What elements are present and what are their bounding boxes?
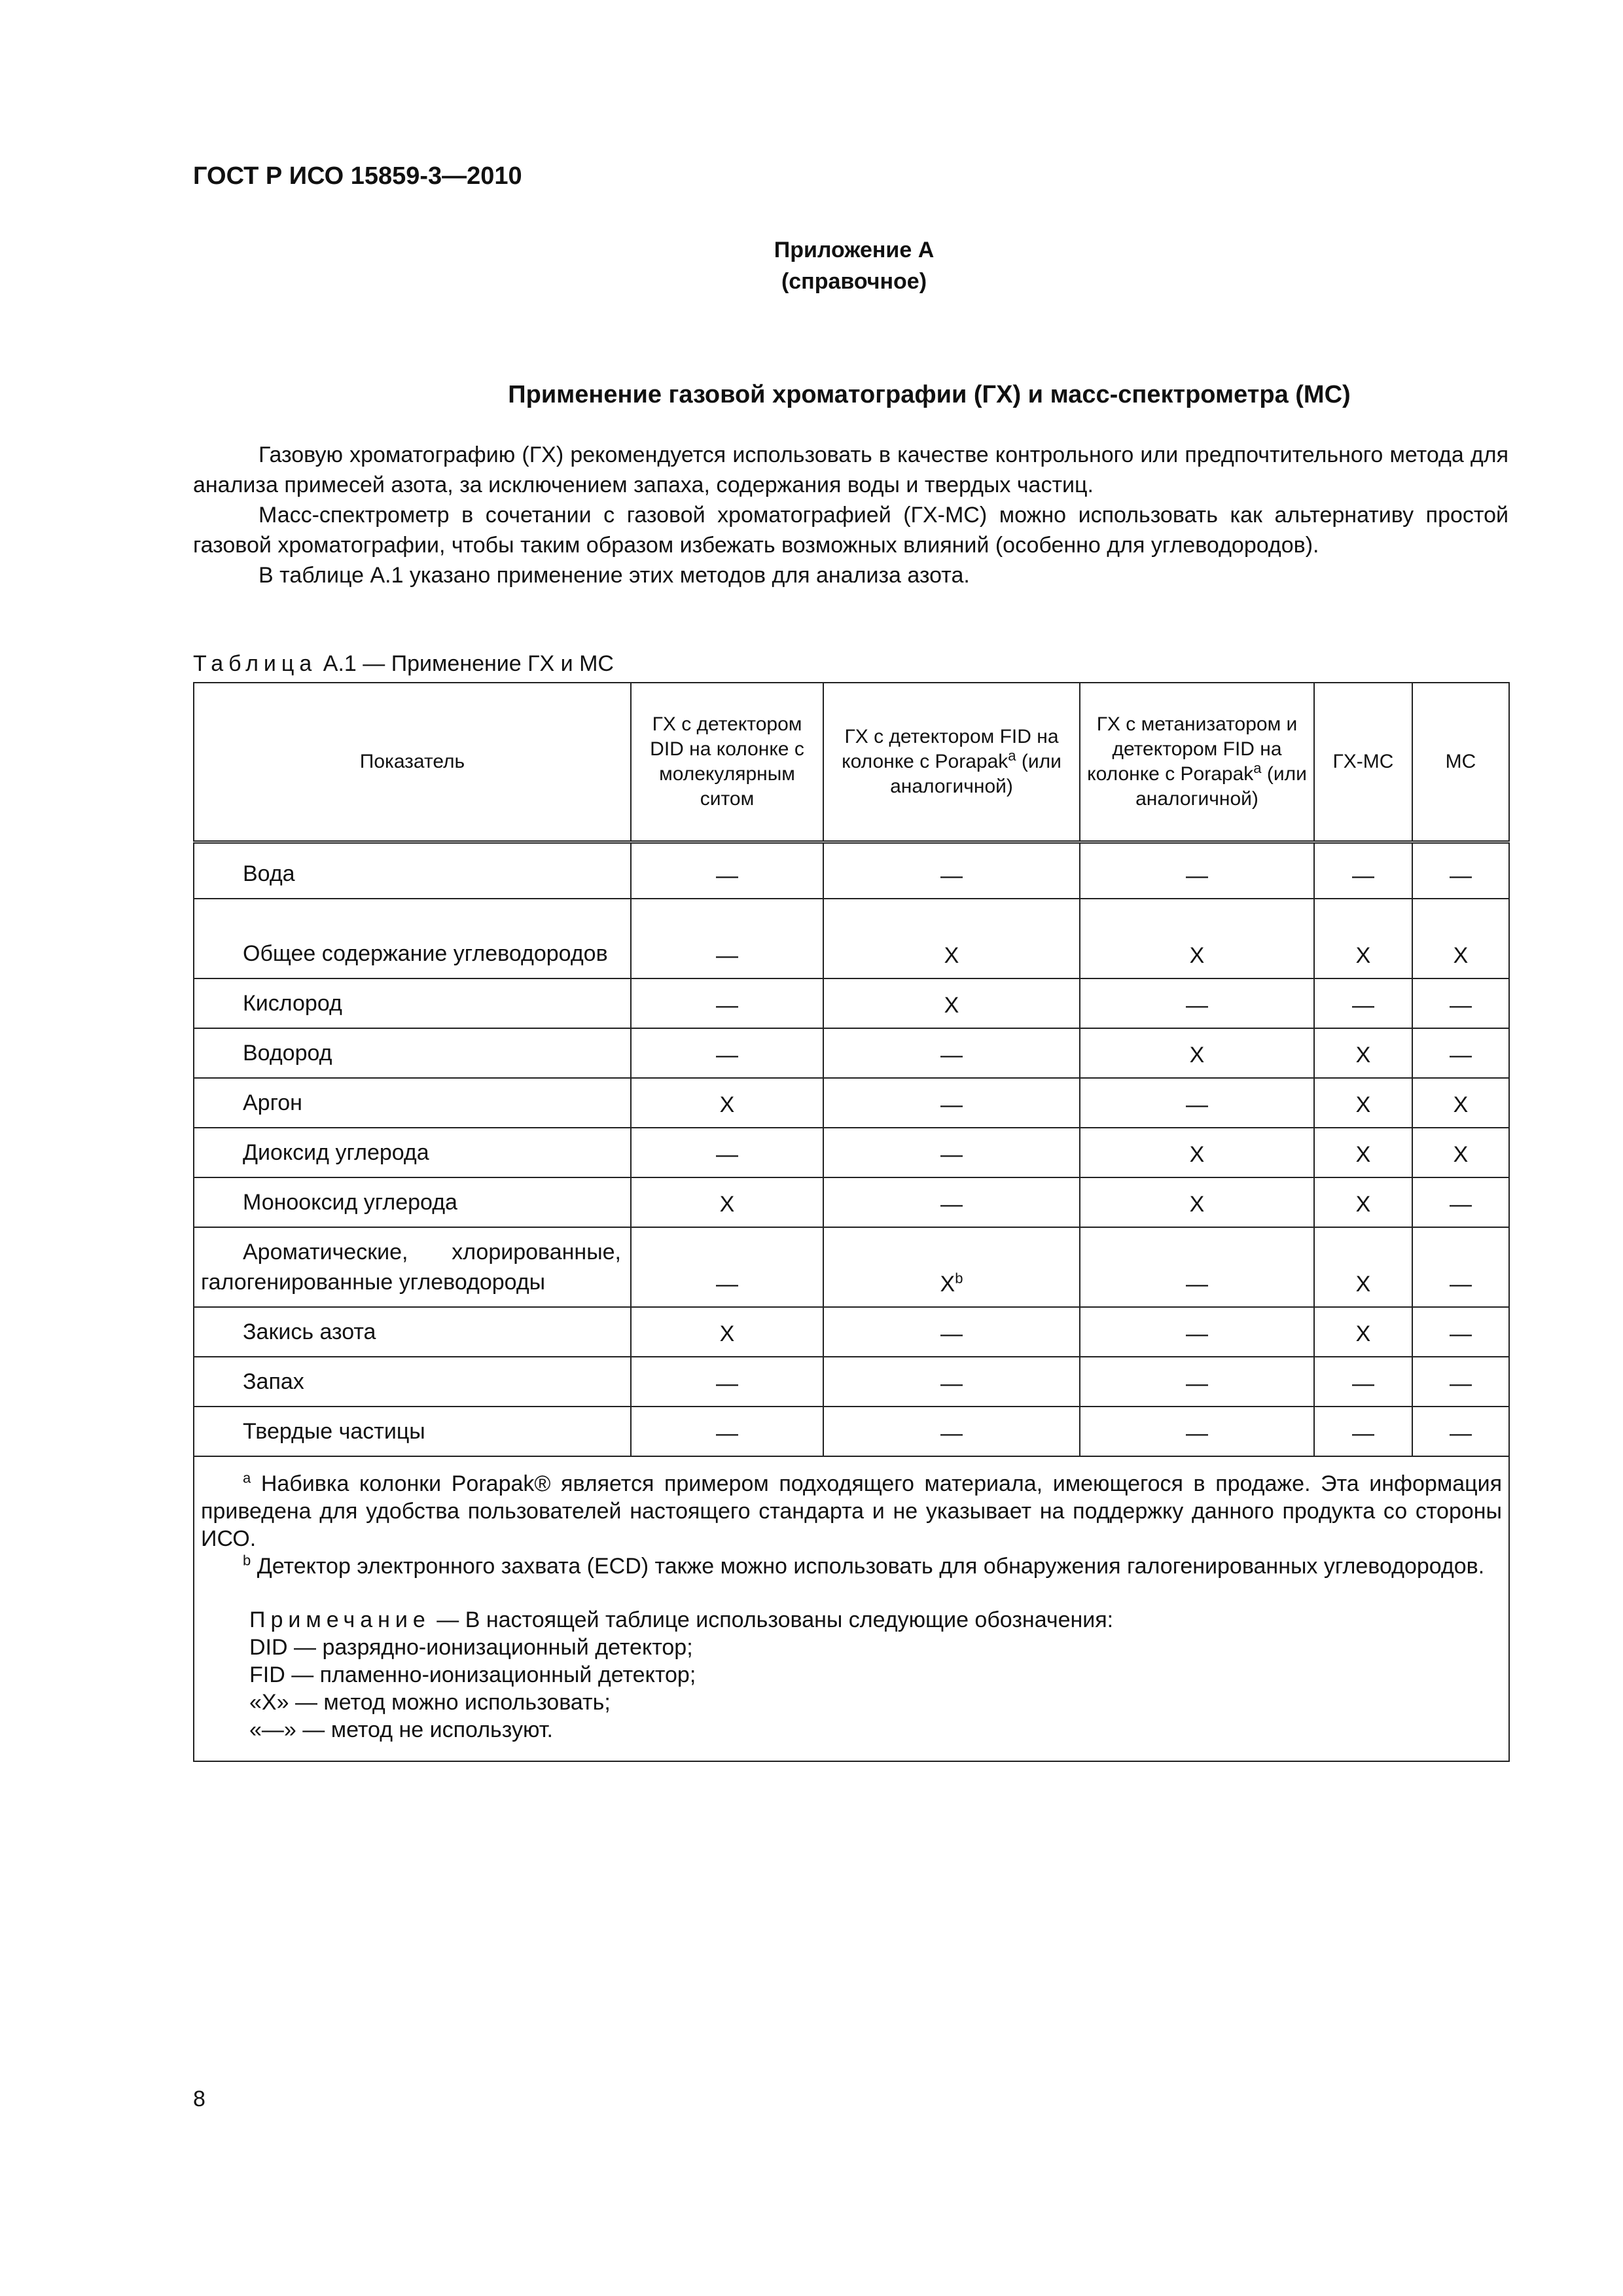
cell-gc-did: — [631,1227,823,1307]
row-name: Диоксид углерода [194,1128,631,1177]
table-row [194,978,1509,1028]
cell-gc-ms: — [1314,842,1412,899]
cell-ms: — [1412,1407,1509,1456]
table-caption [193,651,614,677]
table-row [194,1307,1509,1357]
header-gc-methanizer-text: ГХ с метанизатором и детектором FID на колонке с Porapak [1087,713,1298,785]
footnote-mark-b: b [243,1552,251,1569]
table-container [193,682,1508,1762]
header-gc-did: ГХ с детектором DID на колонке с молекулярным ситом [631,683,823,842]
annex-title: Приложение А [774,238,935,262]
cell-gc-fid: — [823,1177,1080,1227]
cell-gc-fid: — [823,1078,1080,1128]
cell-ms: X [1412,1128,1509,1177]
header-gc-methanizer-suffix: (или аналогичной) [1135,763,1307,810]
cell-gc-fid: — [823,1028,1080,1078]
footnote-mark-a: a [243,1469,251,1486]
table-caption-label: Таблица [193,651,317,676]
row-name: Вода [194,842,631,899]
cell-gc-methanizer: — [1080,1078,1314,1128]
cell-gc-methanizer: — [1080,978,1314,1028]
footnote-a-text: Набивка колонки Porapak® является примером подходящего материала, имеющегося в продаже. Эта информация приведена для удобства пользователей настоящего стандарта и не указывает на поддержку данного продукта со стороны ИСО. [201,1471,1502,1551]
cell-gc-did: X [631,1078,823,1128]
cell-gc-did: — [631,1407,823,1456]
header-gc-fid-text: ГХ с детектором FID на колонке с Porapak [842,726,1059,772]
row-name: Монооксид углерода [194,1177,631,1227]
cell-gc-did: X [631,1177,823,1227]
footnote-a [201,1470,1502,1552]
table-row [194,1227,1509,1307]
table-notes [194,1456,1509,1761]
footnote-b [201,1552,1502,1580]
body-text [193,440,1508,590]
footnote-mark-b: b [955,1270,963,1287]
cell-gc-ms: — [1314,978,1412,1028]
table-notes-row [194,1456,1509,1761]
page-number: 8 [193,2087,205,2111]
cell-gc-methanizer: X [1080,1028,1314,1078]
table-caption-text: А.1 — Применение ГХ и МС [323,651,614,676]
annex-type: (справочное) [781,269,927,294]
cell-gc-did: — [631,1128,823,1177]
note-intro-text: — В настоящей таблице использованы следующие обозначения: [430,1607,1114,1632]
cell-gc-fid: — [823,1407,1080,1456]
cell-gc-methanizer: — [1080,1307,1314,1357]
cell-gc-ms: — [1314,1357,1412,1407]
row-name: Кислород [194,978,631,1028]
table-row [194,899,1509,978]
methods-table [193,682,1510,1762]
note-item: FID — пламенно-ионизационный детектор; [249,1662,696,1687]
footnote-b-text: Детектор электронного захвата (ECD) также можно использовать для обнаружения галогенированных углеводородов. [251,1553,1485,1579]
cell-gc-fid: X [823,899,1080,978]
row-name: Твердые частицы [194,1407,631,1456]
annex-heading [0,234,1623,297]
note-label: Примечание [249,1607,431,1632]
row-name: Общее содержание углеводородов [194,899,631,978]
cell-gc-did: — [631,1357,823,1407]
cell-ms: — [1412,1357,1509,1407]
cell-gc-did: — [631,1028,823,1078]
paragraph-3: В таблице А.1 указано применение этих методов для анализа азота. [259,563,970,588]
cell-ms: — [1412,1177,1509,1227]
cell-ms: — [1412,842,1509,899]
document-header: ГОСТ Р ИСО 15859-3—2010 [193,162,522,190]
cell-gc-did: — [631,842,823,899]
cell-ms: — [1412,1028,1509,1078]
header-gc-methanizer [1080,683,1314,842]
cell-gc-ms: X [1314,1307,1412,1357]
cell-gc-methanizer: — [1080,1227,1314,1307]
section-title: Применение газовой хроматографии (ГХ) и масс-спектрометра (МС) [508,381,1351,408]
table-note [201,1606,1502,1744]
cell-gc-methanizer: — [1080,1357,1314,1407]
cell-gc-methanizer: — [1080,842,1314,899]
cell-ms: X [1412,899,1509,978]
table-header-row [194,683,1509,842]
note-intro [249,1606,1502,1634]
cell-gc-ms: X [1314,1177,1412,1227]
table-row [194,1078,1509,1128]
cell-gc-did: — [631,978,823,1028]
cell-gc-methanizer: — [1080,1407,1314,1456]
cell-gc-fid: — [823,1307,1080,1357]
header-ms: МС [1412,683,1509,842]
cell-gc-methanizer: X [1080,899,1314,978]
cell-gc-methanizer: X [1080,1177,1314,1227]
cell-gc-ms: — [1314,1407,1412,1456]
cell-gc-methanizer: X [1080,1128,1314,1177]
header-gc-fid-suffix: (или аналогичной) [890,751,1061,797]
cell-gc-fid: — [823,1357,1080,1407]
table-row [194,1028,1509,1078]
cell-gc-fid: — [823,842,1080,899]
table-row [194,1407,1509,1456]
cell-gc-ms: X [1314,1078,1412,1128]
cell-gc-fid: — [823,1128,1080,1177]
cell-ms: — [1412,978,1509,1028]
row-name: Закись азота [194,1307,631,1357]
table-row [194,1177,1509,1227]
row-name: Запах [194,1357,631,1407]
paragraph-1: Газовую хроматографию (ГХ) рекомендуется использовать в качестве контрольного или предпочтительного метода для анализа примесей азота, за исключением запаха, содержания воды и твердых частиц. [193,442,1508,497]
cell-gc-did: — [631,899,823,978]
row-name: Ароматические, хлорированные, галогенированные углеводороды [194,1227,631,1307]
cell-gc-ms: X [1314,1227,1412,1307]
footnote-mark-a: a [1253,760,1262,776]
cell-gc-ms: X [1314,1028,1412,1078]
cell-gc-ms: X [1314,899,1412,978]
row-name: Аргон [194,1078,631,1128]
cell-gc-ms: X [1314,1128,1412,1177]
cell-gc-fid: $X^b$ [823,1227,1080,1307]
note-item: «—» — метод не используют. [249,1717,553,1742]
footnote-mark-a: a [1008,747,1016,764]
header-gc-fid [823,683,1080,842]
table-row [194,1357,1509,1407]
cell-gc-did: X [631,1307,823,1357]
header-indicator: Показатель [194,683,631,842]
header-gc-ms: ГХ-МС [1314,683,1412,842]
table-row [194,1128,1509,1177]
cell-ms: — [1412,1307,1509,1357]
paragraph-2: Масс-спектрометр в сочетании с газовой хроматографией (ГХ-МС) можно использовать как альтернативу простой газовой хроматографии, чтобы таким образом избежать возможных влияний (особенно для углеводородов). [193,503,1508,558]
table-row [194,842,1509,899]
cell-ms: — [1412,1227,1509,1307]
note-item: «Х» — метод можно использовать; [249,1689,611,1715]
cell-gc-fid: X [823,978,1080,1028]
note-item: DID — разрядно-ионизационный детектор; [249,1634,693,1660]
row-name: Водород [194,1028,631,1078]
cell-ms: X [1412,1078,1509,1128]
